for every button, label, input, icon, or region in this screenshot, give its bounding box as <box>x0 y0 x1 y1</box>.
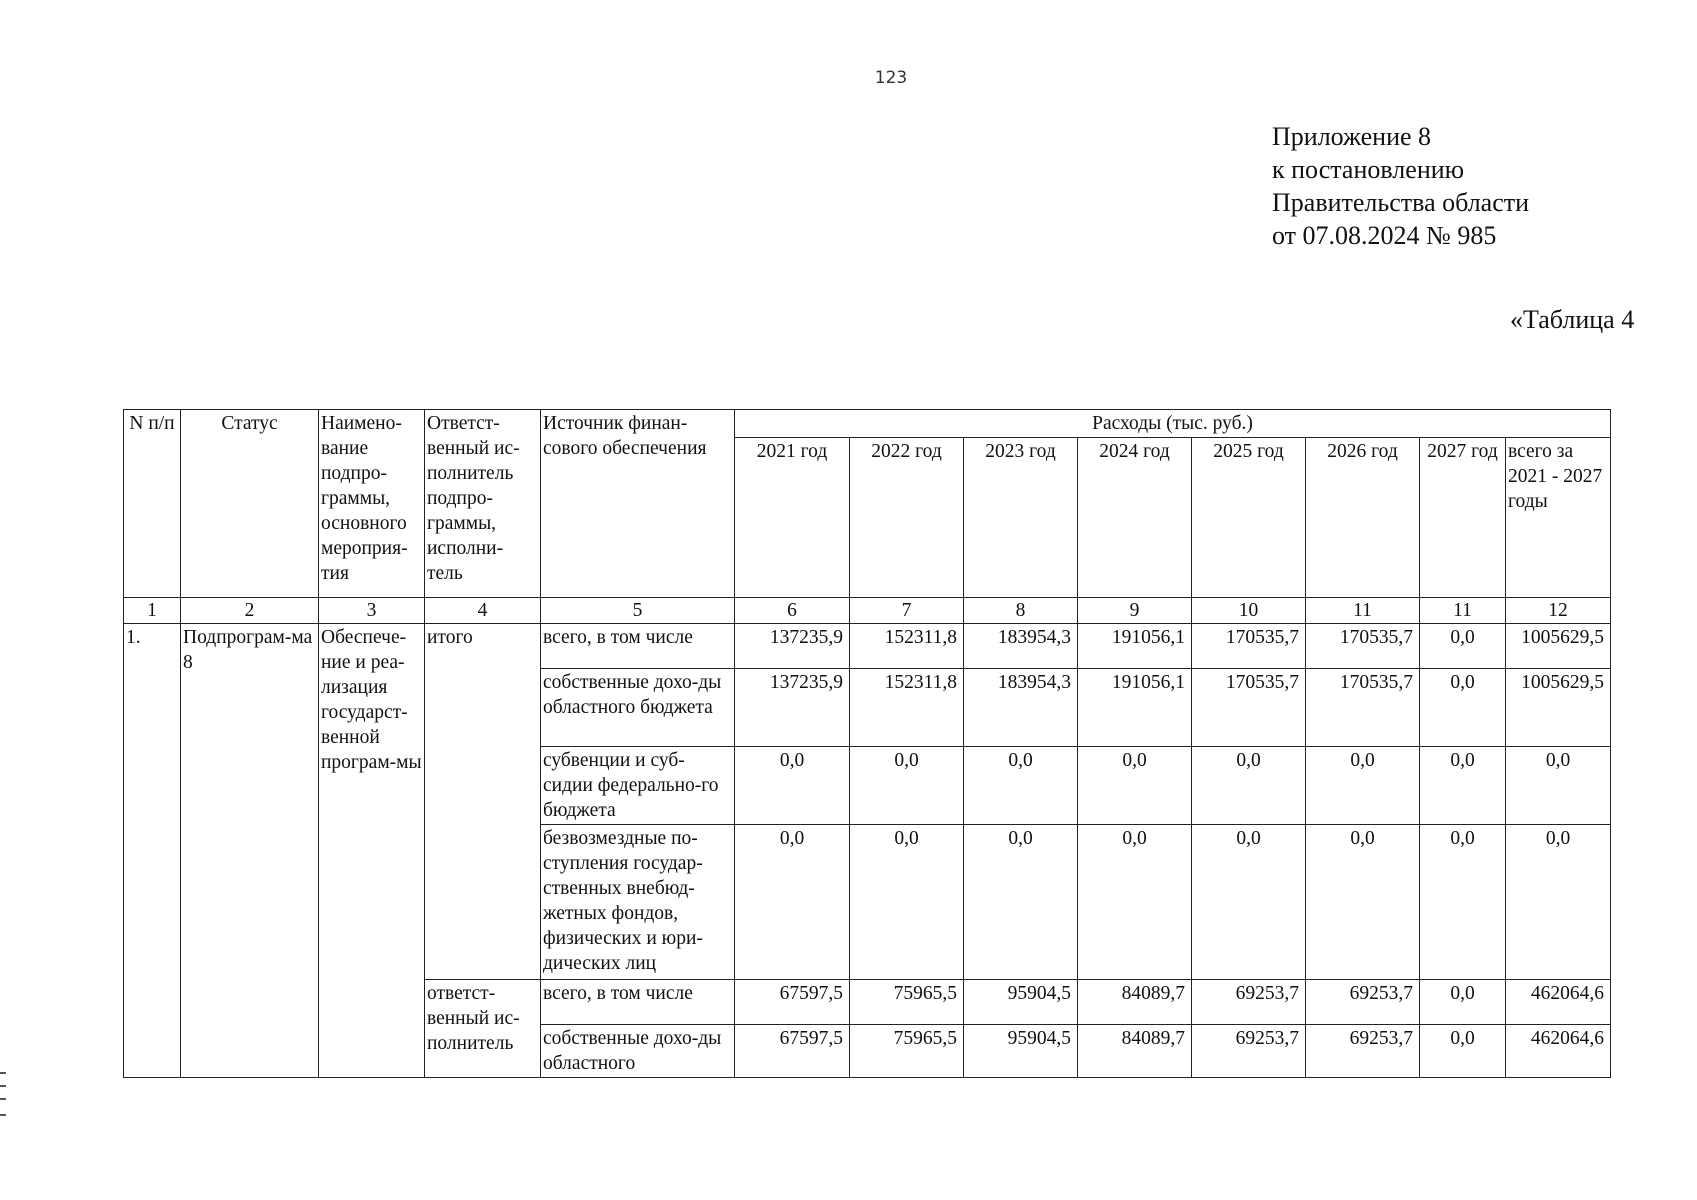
header-expenses: Расходы (тыс. руб.) <box>735 410 1611 438</box>
value-cell: 0,0 <box>964 825 1078 980</box>
column-index-row <box>124 598 1611 624</box>
page-number: 123 <box>874 68 908 88</box>
value-cell: 462064,6 <box>1506 1025 1611 1078</box>
value-cell: 95904,5 <box>964 1025 1078 1078</box>
value-cell: 0,0 <box>1192 747 1306 825</box>
value-cell: 0,0 <box>1192 825 1306 980</box>
header-year: 2024 год <box>1078 438 1192 598</box>
value-cell: 67597,5 <box>735 980 850 1025</box>
column-index: 1 <box>124 598 181 624</box>
value-cell: 0,0 <box>1306 747 1420 825</box>
column-index: 6 <box>735 598 850 624</box>
appendix-line: Правительства области <box>1272 188 1530 217</box>
header-total: всего за 2021 - 2027 годы <box>1506 438 1611 598</box>
value-cell: 191056,1 <box>1078 669 1192 747</box>
value-cell: 75965,5 <box>850 1025 964 1078</box>
value-cell: 137235,9 <box>735 624 850 669</box>
value-cell: 0,0 <box>1078 825 1192 980</box>
value-cell: 0,0 <box>1306 825 1420 980</box>
column-index: 9 <box>1078 598 1192 624</box>
column-index: 4 <box>425 598 541 624</box>
budget-table <box>123 409 1611 1078</box>
header-year: 2025 год <box>1192 438 1306 598</box>
value-cell: 170535,7 <box>1192 669 1306 747</box>
header-num: N п/п <box>124 410 181 598</box>
header-year: 2021 год <box>735 438 850 598</box>
appendix-line: к постановлению <box>1272 155 1465 184</box>
value-cell: 152311,8 <box>850 669 964 747</box>
row-source: всего, в том числе <box>541 980 735 1025</box>
value-cell: 0,0 <box>1506 747 1611 825</box>
value-cell: 170535,7 <box>1306 669 1420 747</box>
value-cell: 170535,7 <box>1306 624 1420 669</box>
value-cell: 75965,5 <box>850 980 964 1025</box>
value-cell: 0,0 <box>1420 1025 1506 1078</box>
row-source: собственные дохо-ды областного бюджета <box>541 669 735 747</box>
appendix-line: от 07.08.2024 № 985 <box>1272 221 1497 250</box>
header-name: Наимено-вание подпро-граммы, основного мероприя-тия <box>319 410 425 598</box>
value-cell: 170535,7 <box>1192 624 1306 669</box>
row-program-name: Обеспече-ние и реа-лизация государст-венной програм-мы <box>319 624 425 1078</box>
column-index: 7 <box>850 598 964 624</box>
row-status: Подпрограм-ма 8 <box>181 624 319 1078</box>
value-cell: 69253,7 <box>1192 1025 1306 1078</box>
header-executor: Ответст-венный ис-полнитель подпро-граммы, исполни-тель <box>425 410 541 598</box>
column-index: 11 <box>1306 598 1420 624</box>
appendix-block <box>1272 120 1529 252</box>
value-cell: 84089,7 <box>1078 980 1192 1025</box>
value-cell: 0,0 <box>735 825 850 980</box>
value-cell: 1005629,5 <box>1506 669 1611 747</box>
row-source: безвозмездные по-ступления государ-ственных внебюд-жетных фондов, физических и юри-дических лиц <box>541 825 735 980</box>
value-cell: 0,0 <box>1420 624 1506 669</box>
value-cell: 84089,7 <box>1078 1025 1192 1078</box>
value-cell: 69253,7 <box>1192 980 1306 1025</box>
value-cell: 1005629,5 <box>1506 624 1611 669</box>
table-caption: «Таблица 4 <box>1510 305 1635 334</box>
value-cell: 191056,1 <box>1078 624 1192 669</box>
value-cell: 152311,8 <box>850 624 964 669</box>
value-cell: 67597,5 <box>735 1025 850 1078</box>
value-cell: 0,0 <box>1506 825 1611 980</box>
column-index: 5 <box>541 598 735 624</box>
value-cell: 183954,3 <box>964 669 1078 747</box>
value-cell: 462064,6 <box>1506 980 1611 1025</box>
header-year: 2027 год <box>1420 438 1506 598</box>
column-index: 3 <box>319 598 425 624</box>
header-year: 2023 год <box>964 438 1078 598</box>
value-cell: 137235,9 <box>735 669 850 747</box>
row-source: субвенции и суб-сидии федерально-го бюджета <box>541 747 735 825</box>
header-year: 2022 год <box>850 438 964 598</box>
row-executor: ответст-венный ис-полнитель <box>425 980 541 1078</box>
value-cell: 0,0 <box>1420 980 1506 1025</box>
value-cell: 0,0 <box>735 747 850 825</box>
row-source: собственные дохо-ды областного <box>541 1025 735 1078</box>
value-cell: 0,0 <box>850 747 964 825</box>
column-index: 2 <box>181 598 319 624</box>
scan-edge-mark <box>0 1072 6 1116</box>
table-row <box>124 624 1611 669</box>
value-cell: 95904,5 <box>964 980 1078 1025</box>
column-index: 11 <box>1420 598 1506 624</box>
value-cell: 0,0 <box>850 825 964 980</box>
column-index: 12 <box>1506 598 1611 624</box>
column-index: 8 <box>964 598 1078 624</box>
value-cell: 0,0 <box>1420 825 1506 980</box>
header-status: Статус <box>181 410 319 598</box>
header-row <box>124 410 1611 438</box>
header-source: Источник финан-сового обеспечения <box>541 410 735 598</box>
row-number: 1. <box>124 624 181 1078</box>
value-cell: 0,0 <box>1420 747 1506 825</box>
value-cell: 69253,7 <box>1306 1025 1420 1078</box>
appendix-line: Приложение 8 <box>1272 122 1432 151</box>
column-index: 10 <box>1192 598 1306 624</box>
value-cell: 0,0 <box>964 747 1078 825</box>
value-cell: 69253,7 <box>1306 980 1420 1025</box>
value-cell: 0,0 <box>1078 747 1192 825</box>
row-source: всего, в том числе <box>541 624 735 669</box>
header-year: 2026 год <box>1306 438 1420 598</box>
row-executor: итого <box>425 624 541 980</box>
value-cell: 183954,3 <box>964 624 1078 669</box>
value-cell: 0,0 <box>1420 669 1506 747</box>
